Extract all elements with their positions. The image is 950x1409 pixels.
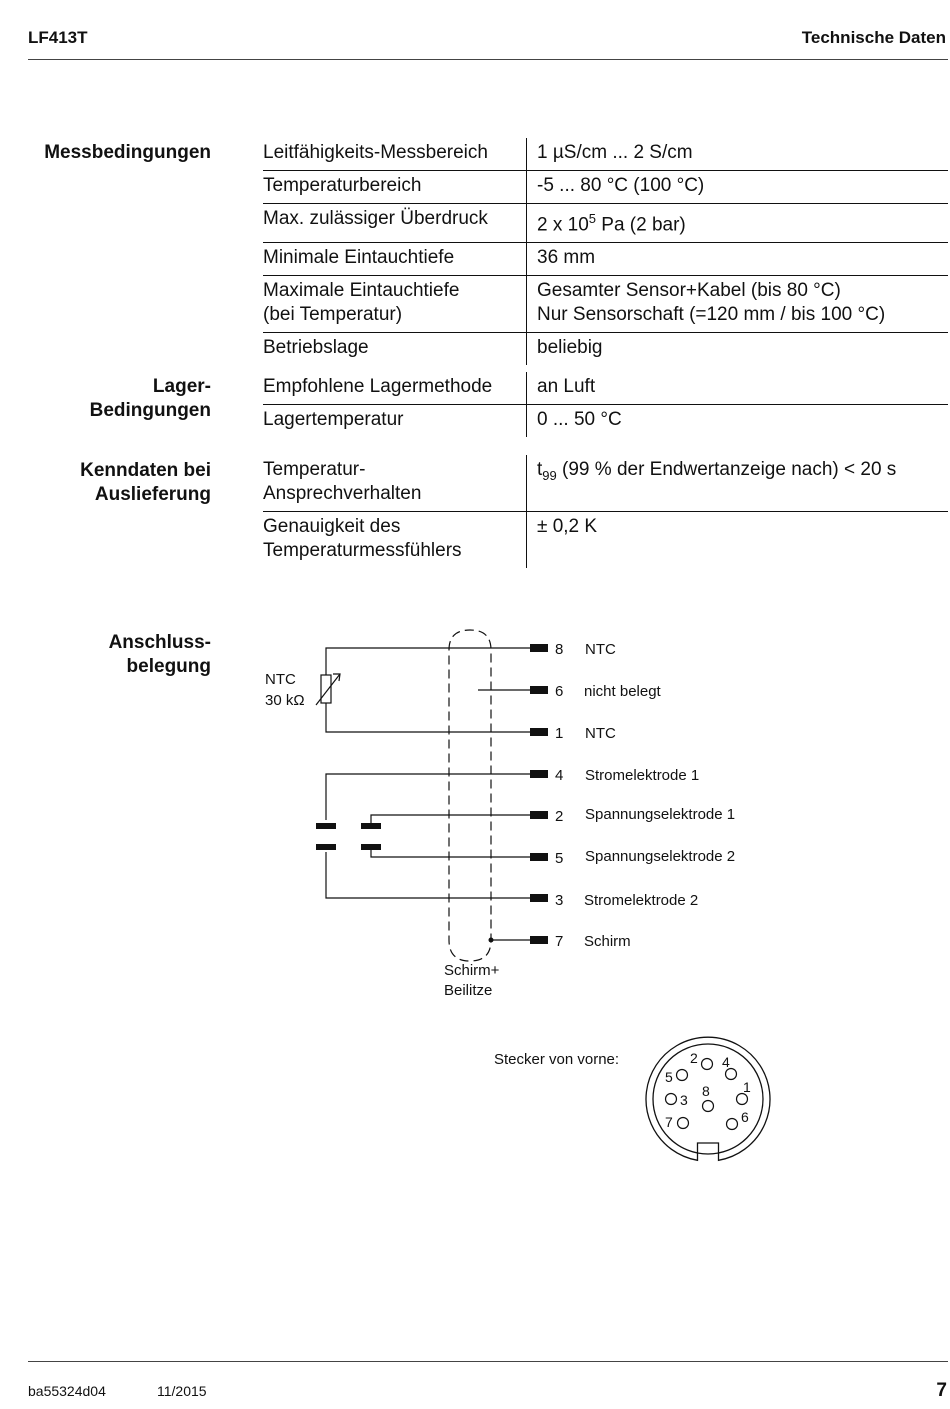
row-label: Lagertemperatur bbox=[263, 405, 527, 438]
row-label: Empfohlene Lagermethode bbox=[263, 376, 493, 397]
row-label: Temperatur- Ansprechverhalten bbox=[263, 459, 422, 504]
pin-label: Spannungselektrode 2 bbox=[585, 848, 736, 865]
footer-rule bbox=[28, 1361, 948, 1362]
row-label: Betriebslage bbox=[263, 333, 527, 366]
pin-number: 3 bbox=[555, 892, 564, 909]
section-title-kenndaten: Kenndaten bei Auslieferung bbox=[80, 460, 211, 505]
footer-date: 11/2015 bbox=[157, 1383, 207, 1399]
voltage-electrode-1-wire bbox=[371, 815, 530, 823]
pin-number: 2 bbox=[555, 808, 564, 825]
row-label: Genauigkeit des Temperaturmessfühlers bbox=[263, 512, 527, 569]
pin-label: NTC bbox=[585, 725, 616, 742]
value-superscript: 5 bbox=[588, 211, 596, 226]
pin-terminal-icon bbox=[530, 853, 548, 861]
value-text: t bbox=[537, 459, 543, 480]
pin-label: Spannungselektrode 1 bbox=[585, 806, 736, 823]
pin-terminal-icon bbox=[530, 936, 548, 944]
row-value: Gesamter Sensor+Kabel (bis 80 °C) Nur Sensorschaft (=120 mm / bis 100 °C) bbox=[527, 276, 949, 333]
value-text: Pa (2 bar) bbox=[596, 214, 686, 236]
connector-pin-icon bbox=[726, 1069, 737, 1080]
capacitor-plate-icon bbox=[361, 823, 381, 829]
connector-pin-number: 4 bbox=[722, 1054, 730, 1070]
section-title-messbedingungen: Messbedingungen bbox=[44, 142, 211, 163]
row-value: 0 ... 50 °C bbox=[527, 405, 949, 438]
shield-outline bbox=[449, 630, 491, 961]
row-label: Max. zulässiger Überdruck bbox=[263, 204, 527, 243]
pin-number: 1 bbox=[555, 725, 564, 742]
section-title-lagerbedingungen: Lager- Bedingungen bbox=[89, 376, 211, 421]
connector-pin-number: 7 bbox=[665, 1114, 673, 1130]
pin-terminal-icon bbox=[530, 644, 548, 652]
current-electrode-2-wire bbox=[326, 852, 530, 898]
pin-label: NTC bbox=[585, 641, 616, 658]
pin-label: Schirm bbox=[584, 933, 631, 950]
pin-terminal-icon bbox=[530, 686, 548, 694]
pin-terminal-icon bbox=[530, 894, 548, 902]
pin-number: 8 bbox=[555, 641, 564, 658]
row-label: Temperaturbereich bbox=[263, 171, 527, 204]
row-value: -5 ... 80 °C (100 °C) bbox=[527, 171, 949, 204]
current-electrode-1-wire bbox=[326, 774, 530, 820]
ntc-label: NTC bbox=[265, 671, 296, 688]
row-label: Minimale Eintauchtiefe bbox=[263, 243, 527, 276]
capacitor-plate-icon bbox=[316, 844, 336, 850]
row-value: 1 µS/cm ... 2 S/cm bbox=[527, 138, 949, 171]
capacitor-plate-icon bbox=[361, 844, 381, 850]
page-number: 7 bbox=[936, 1380, 947, 1401]
pin-number: 7 bbox=[555, 933, 564, 950]
header-product: LF413T bbox=[28, 28, 88, 47]
capacitor-plate-icon bbox=[316, 823, 336, 829]
pin-terminal-icon bbox=[530, 770, 548, 778]
connector-pin-number: 3 bbox=[680, 1092, 688, 1108]
value-subscript: 99 bbox=[542, 467, 557, 483]
pin-label: Stromelektrode 1 bbox=[585, 767, 700, 784]
row-value: ± 0,2 K bbox=[527, 512, 949, 569]
ntc-resistor-icon bbox=[321, 675, 331, 703]
connector-pin-icon bbox=[678, 1118, 689, 1129]
shield-label: Schirm+ bbox=[444, 962, 500, 979]
connector-pin-icon bbox=[727, 1119, 738, 1130]
connector-label: Stecker von vorne: bbox=[494, 1051, 620, 1068]
connector-pin-icon bbox=[677, 1070, 688, 1081]
pin-number: 6 bbox=[555, 683, 564, 700]
value-text: (99 % der Endwertanzeige nach) < 20 s bbox=[556, 459, 897, 480]
pin-number: 4 bbox=[555, 767, 564, 784]
pin-label: Stromelektrode 2 bbox=[584, 892, 699, 909]
footer-doc-id: ba55324d04 bbox=[28, 1383, 106, 1399]
ntc-value: 30 kΩ bbox=[265, 692, 305, 709]
pin-terminal-icon bbox=[530, 811, 548, 819]
connector-pin-icon bbox=[666, 1094, 677, 1105]
row-value: an Luft bbox=[527, 372, 949, 405]
connector-pin-number: 6 bbox=[741, 1109, 749, 1125]
connector-pin-icon bbox=[737, 1094, 748, 1105]
connector-pin-icon bbox=[702, 1059, 713, 1070]
pin-terminal-icon bbox=[530, 728, 548, 736]
connector-pin-number: 2 bbox=[690, 1050, 698, 1066]
pin-number: 5 bbox=[555, 850, 564, 867]
section-title-anschlussbelegung: Anschluss- belegung bbox=[108, 632, 211, 677]
pin-label: nicht belegt bbox=[584, 683, 661, 700]
header-section-title: Technische Daten bbox=[801, 28, 946, 47]
row-label: Leitfähigkeits-Messbereich bbox=[263, 142, 488, 163]
value-text: 2 x 10 bbox=[537, 214, 589, 236]
voltage-electrode-2-wire bbox=[371, 850, 530, 857]
shield-junction-icon bbox=[489, 938, 494, 943]
row-label: Maximale Eintauchtiefe (bei Temperatur) bbox=[263, 276, 527, 333]
connector-pin-number: 5 bbox=[665, 1069, 673, 1085]
row-value: beliebig bbox=[527, 333, 949, 366]
connector-pin-number: 1 bbox=[743, 1079, 751, 1095]
connector-pin-icon bbox=[703, 1101, 714, 1112]
connector-pin-number: 8 bbox=[702, 1083, 710, 1099]
row-value: 36 mm bbox=[527, 243, 949, 276]
shield-label: Beilitze bbox=[444, 982, 493, 999]
